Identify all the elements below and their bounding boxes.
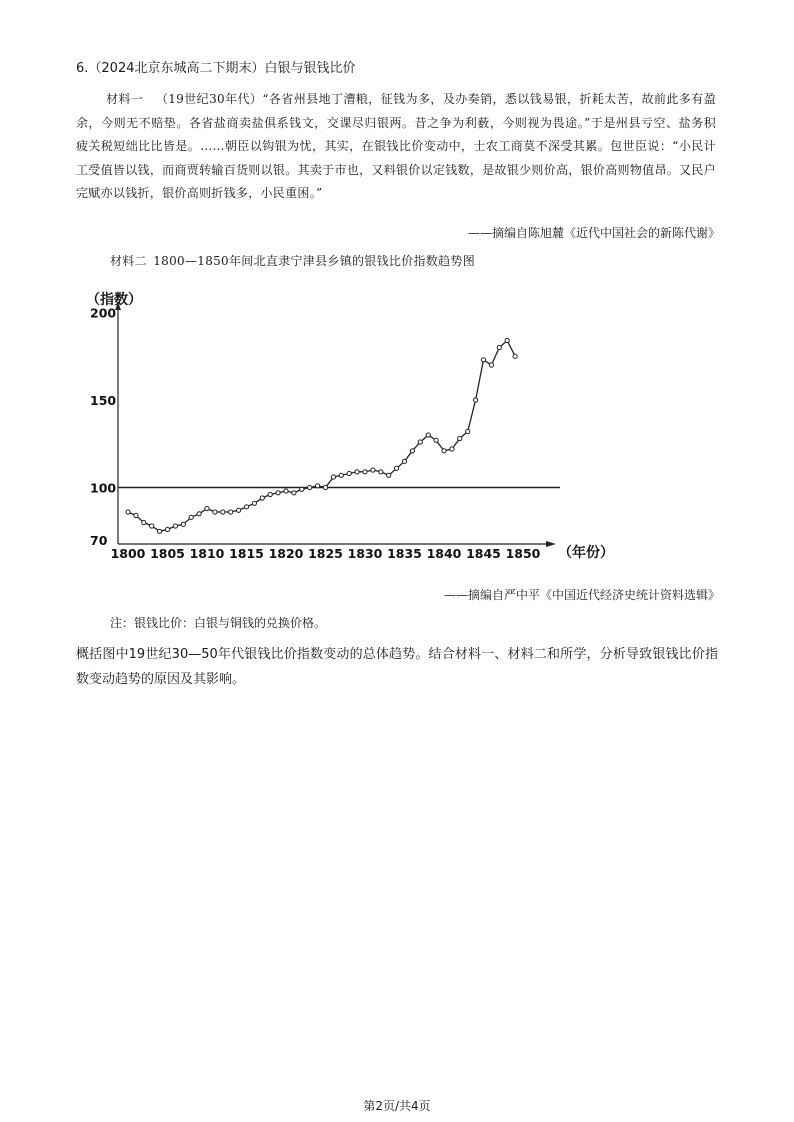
data-point	[371, 468, 375, 472]
data-point	[442, 449, 446, 453]
data-point	[197, 512, 201, 516]
data-point	[434, 438, 438, 442]
data-point	[205, 506, 209, 510]
data-point	[252, 501, 256, 505]
data-point	[268, 492, 272, 496]
data-point	[402, 459, 406, 463]
x-tick-label: 1810	[189, 546, 225, 561]
data-point	[181, 522, 185, 526]
x-axis-arrow	[546, 541, 556, 547]
y-tick-label: 150	[90, 393, 117, 408]
data-point	[489, 363, 493, 367]
question-title: 6.（2024北京东城高二下期末）白银与银钱比价	[76, 61, 356, 76]
data-point	[189, 515, 193, 519]
x-tick-label: 1830	[347, 546, 383, 561]
y-axis-title: （指数）	[86, 292, 142, 308]
data-point	[142, 520, 146, 524]
silver-copper-index-chart	[80, 282, 640, 572]
y-tick-label: 200	[90, 305, 117, 321]
material-one-text: （19世纪30年代）“各省州县地丁漕粮，征钱为多，及办奏销，悉以钱易银，折耗太苦，故前此多有盈余，今则无不赔垫。各省盐商卖盐俱系钱文，交课尽归银两。昔之争为利薮，今则视为畏途。”于是州县亏空、盐务积疲关税短绌比比皆是。……朝臣以钩银为忧，其实，在银钱比价变动中，士农工商莫不深受其累。包世臣说：“小民计工受值皆以钱，而商贾转输百货则以银。其卖于市也，又料银价以定钱数，是故银少则价高，银价高则物值昂。又民户完赋亦以钱折，银价高则折钱多，小民重困。”	[76, 92, 716, 200]
data-point	[300, 487, 304, 491]
data-point	[221, 510, 225, 514]
data-point	[347, 471, 351, 475]
data-point	[229, 510, 233, 514]
material-two-heading	[110, 252, 475, 270]
page-number: 第2页/共4页	[363, 1099, 431, 1113]
data-point	[323, 485, 327, 489]
series-points	[126, 338, 517, 533]
data-point	[474, 398, 478, 402]
data-point	[292, 491, 296, 495]
x-tick-labels	[111, 546, 541, 561]
x-tick-label: 1825	[308, 546, 343, 561]
data-point	[308, 485, 312, 489]
material-two-title: 1800—1850年间北直隶宁津县乡镇的银钱比价指数趋势图	[153, 254, 475, 268]
data-point	[355, 470, 359, 474]
data-point	[276, 491, 280, 495]
data-point	[505, 338, 509, 342]
y-tick-label: 70	[90, 533, 108, 548]
data-point	[150, 524, 154, 528]
data-point	[458, 436, 462, 440]
x-tick-label: 1845	[466, 546, 501, 561]
note-text: 注：银钱比价：白银与铜钱的兑换价格。	[110, 616, 327, 630]
x-tick-label: 1820	[268, 546, 304, 561]
y-tick-label: 100	[90, 480, 117, 496]
material-two-source: ——摘编自严中平《中国近代经济史统计资料选辑》	[443, 588, 720, 602]
data-point	[410, 449, 414, 453]
x-tick-label: 1840	[426, 546, 462, 561]
x-tick-label: 1815	[229, 546, 264, 561]
data-point	[260, 496, 264, 500]
data-point	[213, 510, 217, 514]
data-point	[134, 513, 138, 517]
x-tick-label: 1850	[505, 546, 541, 561]
data-point	[395, 466, 399, 470]
data-point	[126, 510, 130, 514]
data-point	[339, 473, 343, 477]
data-point	[284, 489, 288, 493]
data-point	[379, 470, 383, 474]
question-prompt: 概括图中19世纪30—50年代银钱比价指数变动的总体趋势。结合材料一、材料二和所学，分析导致银钱比价指数变动趋势的原因及其影响。	[76, 647, 718, 687]
x-axis-title: （年份）	[558, 545, 614, 561]
material-two-label: 材料二	[110, 254, 147, 268]
data-point	[426, 433, 430, 437]
y-tick-labels	[90, 306, 116, 549]
x-tick-label: 1800	[110, 546, 146, 561]
material-one-label: 材料一	[106, 92, 144, 106]
data-point	[244, 505, 248, 509]
data-point	[497, 345, 501, 349]
data-point	[237, 508, 241, 512]
data-point	[173, 524, 177, 528]
data-point	[513, 354, 517, 358]
x-tick-label: 1805	[150, 546, 185, 561]
x-tick-label: 1835	[387, 546, 422, 561]
data-point	[387, 473, 391, 477]
data-point	[316, 484, 320, 488]
data-point	[158, 529, 162, 533]
data-point	[363, 470, 367, 474]
material-one-source: ——摘编自陈旭麓《近代中国社会的新陈代谢》	[467, 226, 720, 240]
data-point	[450, 447, 454, 451]
data-point	[418, 440, 422, 444]
data-point	[331, 475, 335, 479]
material-one	[76, 88, 716, 206]
data-point	[466, 429, 470, 433]
data-point	[165, 527, 169, 531]
series-line	[128, 341, 515, 532]
data-point	[481, 358, 485, 362]
